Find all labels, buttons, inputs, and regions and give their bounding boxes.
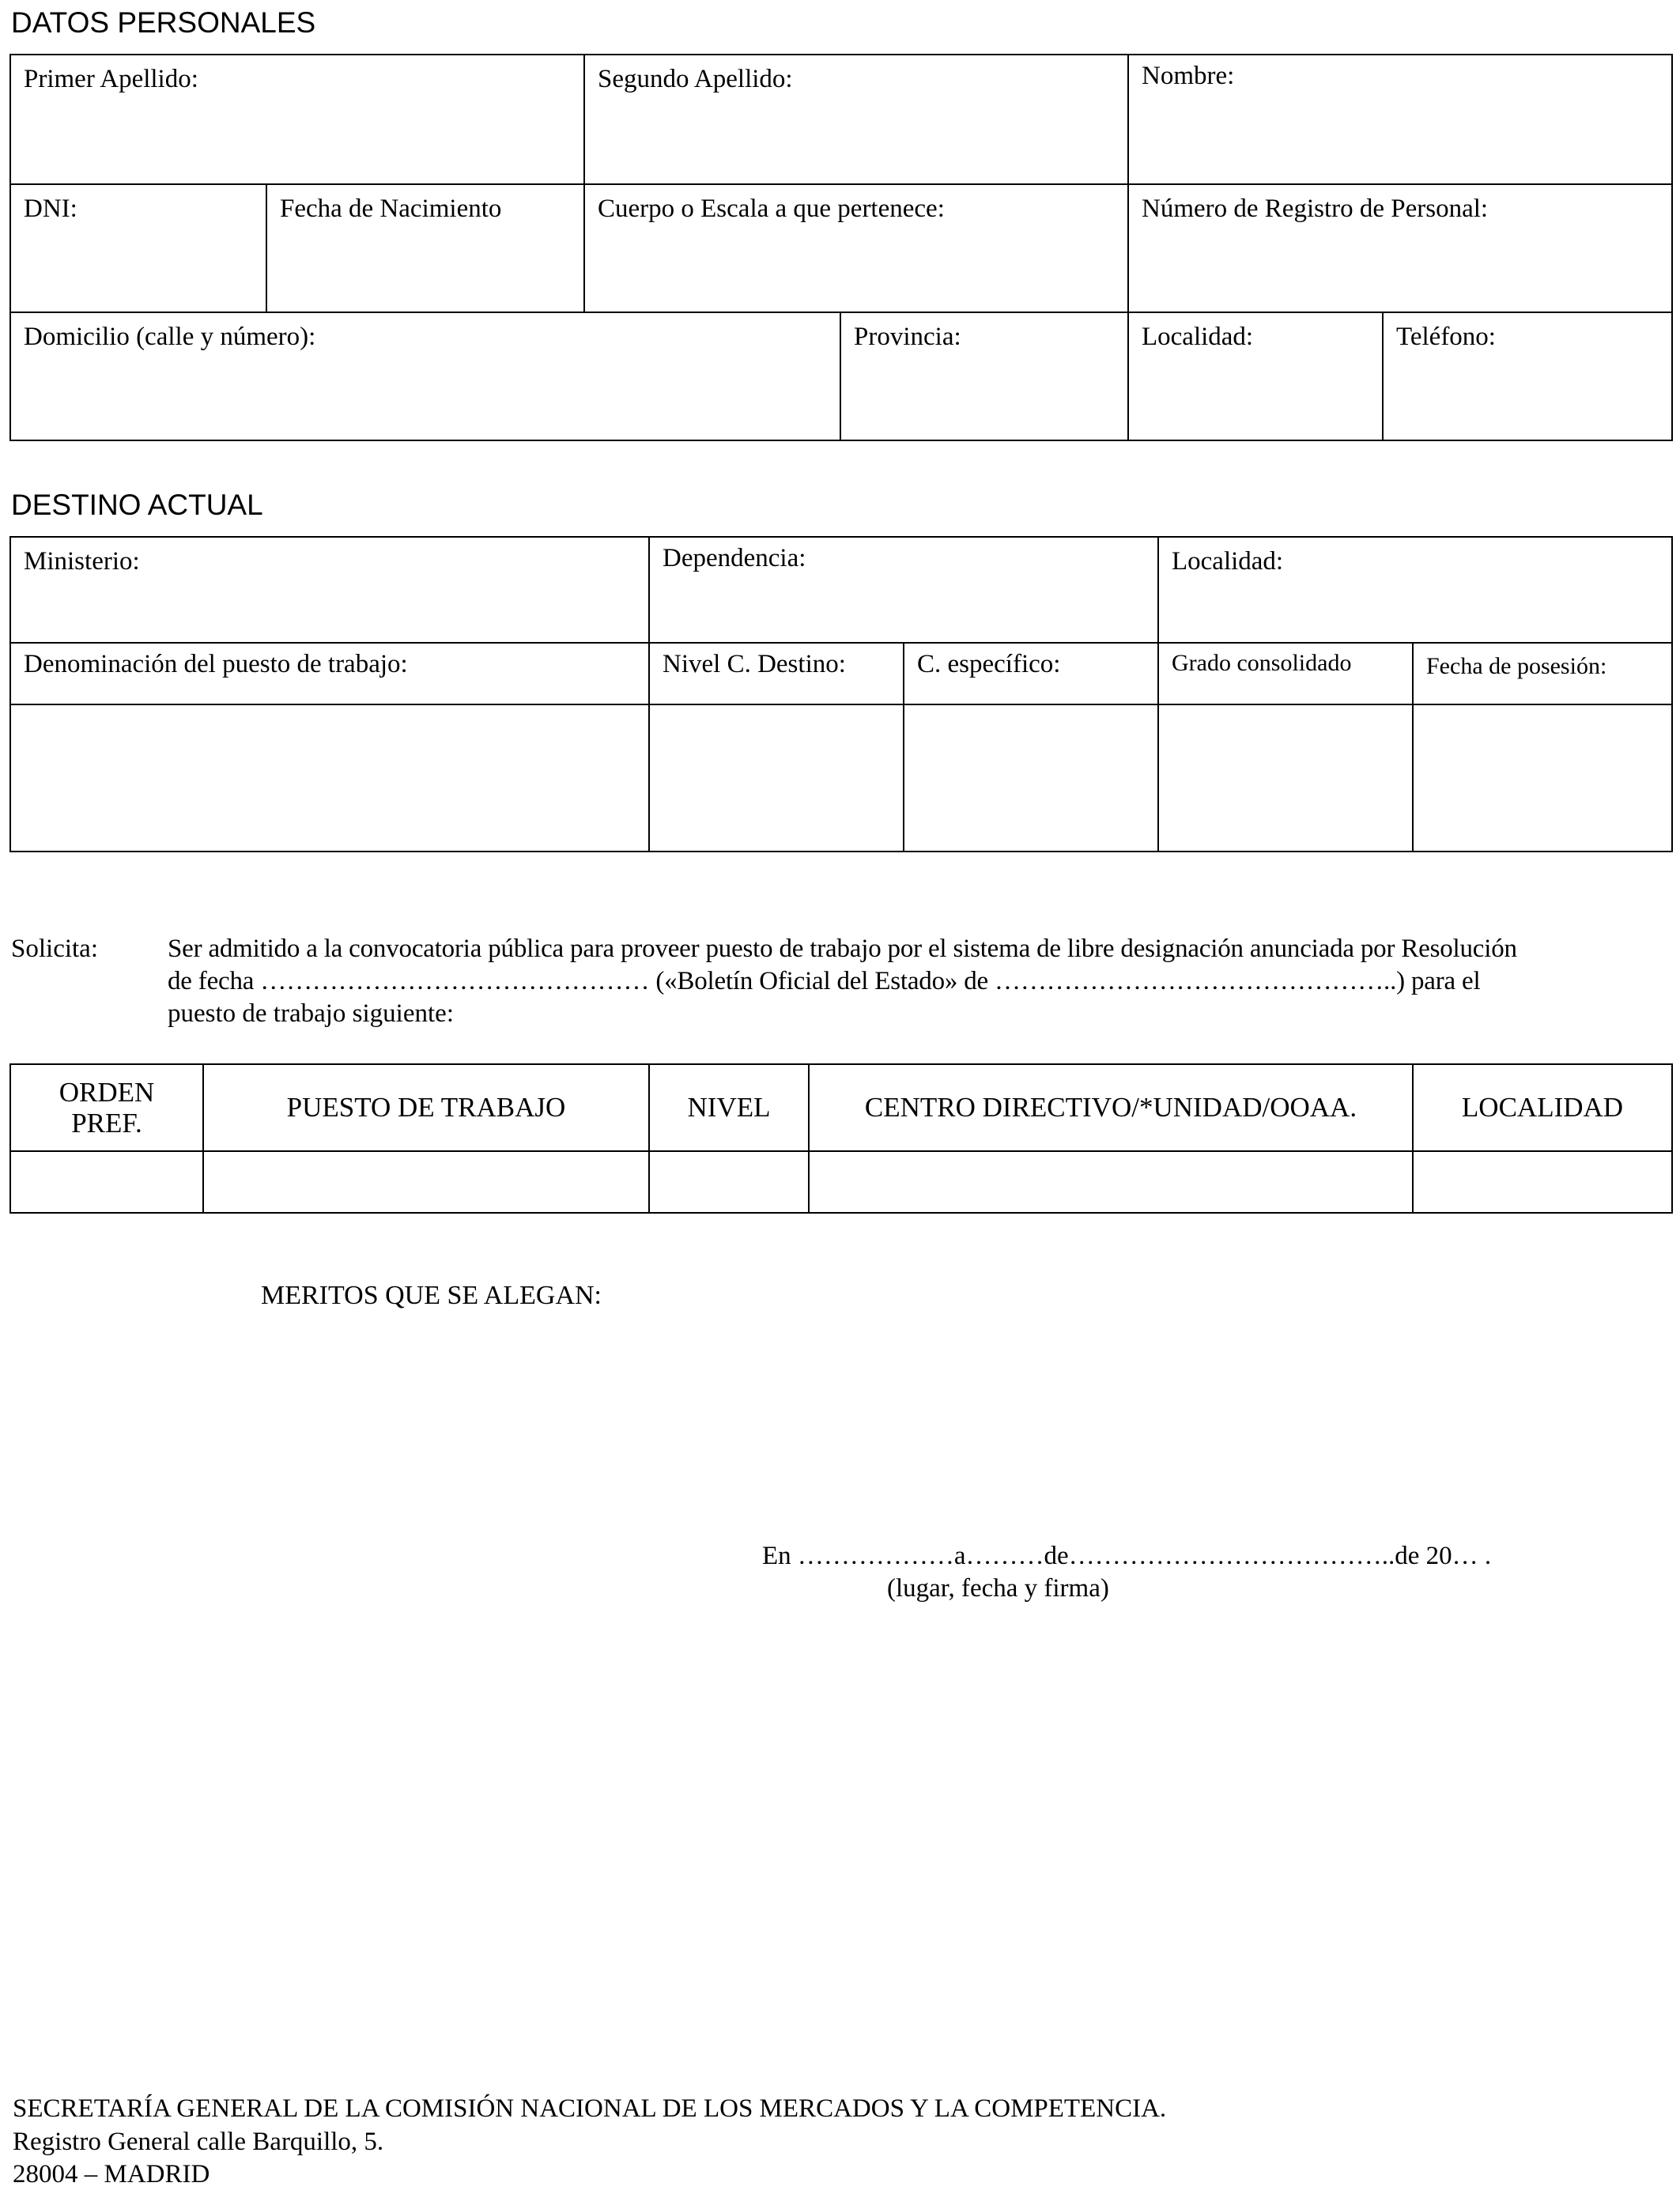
telefono-label: Teléfono: xyxy=(1396,323,1496,351)
dni-field[interactable] xyxy=(11,185,266,312)
nombre-label: Nombre: xyxy=(1142,62,1235,90)
fecha-posesion-input[interactable] xyxy=(1414,705,1671,851)
puestos-table xyxy=(9,1063,1673,1214)
meritos-label: MERITOS QUE SE ALEGAN: xyxy=(261,1281,602,1310)
denominacion-header xyxy=(11,644,648,704)
localidad-label: Localidad: xyxy=(1142,323,1254,351)
header-orden-pref xyxy=(11,1065,202,1150)
puesto-input[interactable] xyxy=(204,1152,648,1212)
header-orden-line-1: ORDEN xyxy=(59,1076,155,1108)
footer-line-3: 28004 – MADRID xyxy=(13,2160,210,2188)
header-orden-line-2: PREF. xyxy=(71,1108,142,1139)
header-puesto-trabajo: PUESTO DE TRABAJO xyxy=(286,1092,566,1123)
ministerio-label: Ministerio: xyxy=(24,547,140,576)
numero-registro-field[interactable] xyxy=(1129,185,1671,312)
nivel-input[interactable] xyxy=(650,705,903,851)
ministerio-field[interactable] xyxy=(11,538,648,642)
especifico-label: C. específico: xyxy=(917,650,1061,678)
destino-actual-table xyxy=(9,536,1673,852)
dependencia-field[interactable] xyxy=(650,538,1157,642)
primer-apellido-field[interactable] xyxy=(11,55,583,183)
provincia-field[interactable] xyxy=(841,313,1127,440)
section-title-destino-actual: DESTINO ACTUAL xyxy=(11,489,263,521)
nivel-puesto-input[interactable] xyxy=(650,1152,808,1212)
especifico-header xyxy=(904,644,1157,704)
nivel-label: Nivel C. Destino: xyxy=(663,650,846,678)
provincia-label: Provincia: xyxy=(854,323,961,351)
primer-apellido-label: Primer Apellido: xyxy=(24,65,198,93)
fecha-posesion-label: Fecha de posesión: xyxy=(1426,653,1607,679)
localidad-destino-field[interactable] xyxy=(1159,538,1671,642)
solicita-line-2: de fecha ……………………………………… («Boletín Oficial del Estado» de ………………………………………..) para el xyxy=(168,967,1481,995)
localidad-field[interactable] xyxy=(1129,313,1382,440)
denominacion-label: Denominación del puesto de trabajo: xyxy=(24,650,408,678)
section-title-datos-personales: DATOS PERSONALES xyxy=(11,6,316,39)
firma-line: En ………………a………de………………………………..de 20… . xyxy=(762,1542,1492,1570)
segundo-apellido-field[interactable] xyxy=(585,55,1127,183)
localidad-destino-label: Localidad: xyxy=(1172,547,1284,576)
orden-input[interactable] xyxy=(11,1152,202,1212)
domicilio-label: Domicilio (calle y número): xyxy=(24,323,316,351)
footer-line-1: SECRETARÍA GENERAL DE LA COMISIÓN NACIONAL DE LOS MERCADOS Y LA COMPETENCIA. xyxy=(13,2094,1167,2123)
solicita-line-1: Ser admitido a la convocatoria pública para proveer puesto de trabajo por el sistema de libre designación anunciada por Resolución xyxy=(168,935,1517,963)
fecha-posesion-header xyxy=(1414,644,1671,704)
header-localidad: LOCALIDAD xyxy=(1461,1092,1624,1123)
segundo-apellido-label: Segundo Apellido: xyxy=(598,65,793,93)
cuerpo-escala-label: Cuerpo o Escala a que pertenece: xyxy=(598,194,945,223)
datos-personales-table xyxy=(9,54,1673,441)
denominacion-input[interactable] xyxy=(11,705,648,851)
fecha-nacimiento-label: Fecha de Nacimiento xyxy=(280,194,502,223)
especifico-input[interactable] xyxy=(904,705,1157,851)
domicilio-field[interactable] xyxy=(11,313,840,440)
meritos-area[interactable] xyxy=(261,1320,1605,1526)
header-nivel: NIVEL xyxy=(687,1092,771,1123)
fecha-nacimiento-field[interactable] xyxy=(267,185,583,312)
nombre-field[interactable] xyxy=(1129,55,1671,183)
grado-header xyxy=(1159,644,1412,704)
solicita-line-3: puesto de trabajo siguiente: xyxy=(168,999,454,1028)
localidad-puesto-input[interactable] xyxy=(1414,1152,1671,1212)
telefono-field[interactable] xyxy=(1384,313,1671,440)
grado-label: Grado consolidado xyxy=(1172,650,1352,676)
numero-registro-label: Número de Registro de Personal: xyxy=(1142,194,1489,223)
nivel-header xyxy=(650,644,903,704)
firma-caption: (lugar, fecha y firma) xyxy=(887,1574,1109,1603)
footer-line-2: Registro General calle Barquillo, 5. xyxy=(13,2128,384,2156)
dependencia-label: Dependencia: xyxy=(663,544,806,572)
centro-input[interactable] xyxy=(810,1152,1412,1212)
solicita-label: Solicita: xyxy=(11,935,98,963)
cuerpo-escala-field[interactable] xyxy=(585,185,1127,312)
header-centro-directivo: CENTRO DIRECTIVO/*UNIDAD/OOAA. xyxy=(864,1092,1357,1123)
dni-label: DNI: xyxy=(24,194,77,223)
grado-input[interactable] xyxy=(1159,705,1412,851)
